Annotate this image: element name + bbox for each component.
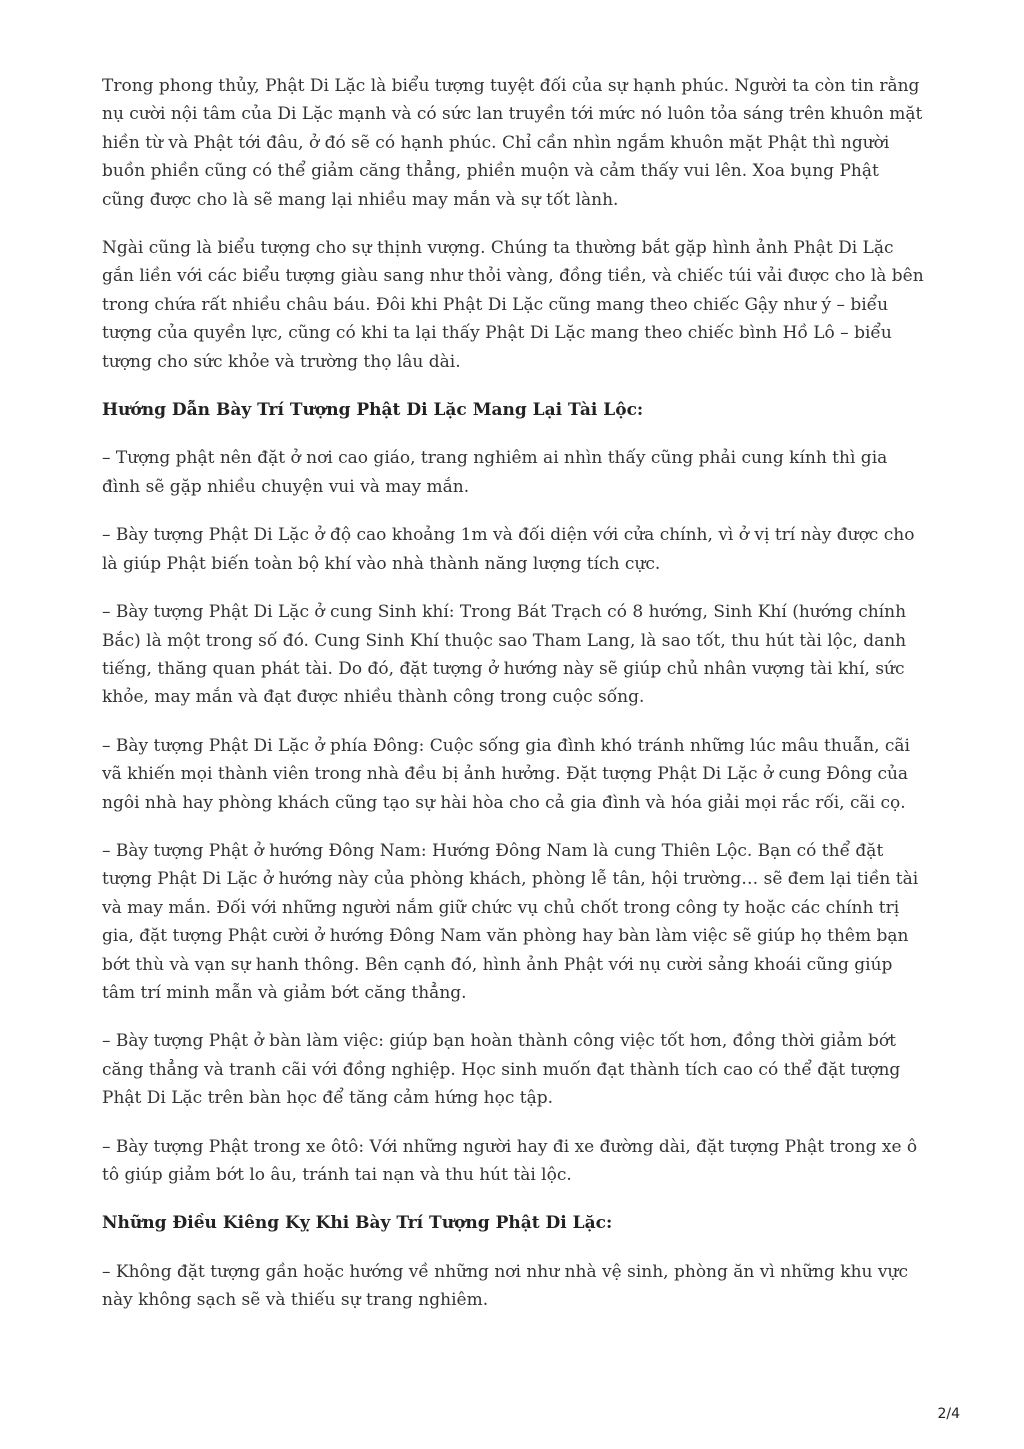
body-paragraph: – Bày tượng Phật Di Lặc ở độ cao khoảng 1m và đối diện với cửa chính, vì ở vị trí này được cho là giúp Phật biến toàn bộ khí vào nhà thành năng lượng tích cực.	[102, 525, 915, 574]
body-paragraph: Trong phong thủy, Phật Di Lặc là biểu tượng tuyệt đối của sự hạnh phúc. Người ta còn tin rằng nụ cười nội tâm của Di Lặc mạnh và có sức lan truyền tới mức nó luôn tỏa sáng trên khuôn mặt hiền từ và Phật tới đâu, ở đó sẽ có hạnh phúc. Chỉ cần nhìn ngắm khuôn mặt Phật thì người buồn phiền cũng có thể giảm căng thẳng, phiền muộn và cảm thấy vui lên. Xoa bụng Phật cũng được cho là sẽ mang lại nhiều may mắn và sự tốt lành.	[102, 76, 923, 210]
section-heading: Những Điều Kiêng Kỵ Khi Bày Trí Tượng Phật Di Lặc:	[102, 1213, 613, 1234]
section-heading: Hướng Dẫn Bày Trí Tượng Phật Di Lặc Mang Lại Tài Lộc:	[102, 400, 644, 421]
page-number: 2/4	[937, 1406, 960, 1422]
body-paragraph: – Tượng phật nên đặt ở nơi cao giáo, trang nghiêm ai nhìn thấy cũng phải cung kính thì gia đình sẽ gặp nhiều chuyện vui và may mắn.	[102, 448, 888, 497]
body-paragraph: – Bày tượng Phật ở hướng Đông Nam: Hướng Đông Nam là cung Thiên Lộc. Bạn có thể đặt tượng Phật Di Lặc ở hướng này của phòng khách, phòng lễ tân, hội trường… sẽ đem lại tiền tài và may mắn. Đối với những người nắm giữ chức vụ chủ chốt trong công ty hoặc các chính trị gia, đặt tượng Phật cười ở hướng Đông Nam văn phòng hay bàn làm việc sẽ giúp họ thêm bạn bớt thù và vạn sự hanh thông. Bên cạnh đó, hình ảnh Phật với nụ cười sảng khoái cũng giúp tâm trí minh mẫn và giảm bớt căng thẳng.	[102, 840, 919, 1003]
body-paragraph: – Bày tượng Phật ở bàn làm việc: giúp bạn hoàn thành công việc tốt hơn, đồng thời giảm bớt căng thẳng và tranh cãi với đồng nghiệp. Học sinh muốn đạt thành tích cao có thể đặt tượng Phật Di Lặc trên bàn học để tăng cảm hứng học tập.	[102, 1031, 901, 1109]
body-paragraph: – Không đặt tượng gần hoặc hướng về những nơi như nhà vệ sinh, phòng ăn vì những khu vực này không sạch sẽ và thiếu sự trang nghiêm.	[102, 1261, 908, 1311]
body-paragraph: – Bày tượng Phật Di Lặc ở cung Sinh khí: Trong Bát Trạch có 8 hướng, Sinh Khí (hướng chính Bắc) là một trong số đó. Cung Sinh Khí thuộc sao Tham Lang, là sao tốt, thu hút tài lộc, danh tiếng, thăng quan phát tài. Do đó, đặt tượng ở hướng này sẽ giúp chủ nhân vượng tài khí, sức khỏe, may mắn và đạt được nhiều thành công trong cuộc sống.	[102, 602, 907, 708]
body-paragraph: – Bày tượng Phật trong xe ôtô: Với những người hay đi xe đường dài, đặt tượng Phật trong xe ô tô giúp giảm bớt lo âu, tránh tai nạn và thu hút tài lộc.	[102, 1136, 918, 1185]
body-paragraph: Ngài cũng là biểu tượng cho sự thịnh vượng. Chúng ta thường bắt gặp hình ảnh Phật Di Lặc gắn liền với các biểu tượng giàu sang như thỏi vàng, đồng tiền, và chiếc túi vải được cho là bên trong chứa rất nhiều châu báu. Đôi khi Phật Di Lặc cũng mang theo chiếc Gậy như ý – biểu tượng của quyền lực, cũng có khi ta lại thấy Phật Di Lặc mang theo chiếc bình Hồ Lô – biểu tượng cho sức khỏe và trường thọ lâu dài.	[102, 238, 924, 372]
document-page	[102, 72, 924, 1335]
body-paragraph: – Bày tượng Phật Di Lặc ở phía Đông: Cuộc sống gia đình khó tránh những lúc mâu thuẫn, cãi vã khiến mọi thành viên trong nhà đều bị ảnh hưởng. Đặt tượng Phật Di Lặc ở cung Đông của ngôi nhà hay phòng khách cũng tạo sự hài hòa cho cả gia đình và hóa giải mọi rắc rối, cãi cọ.	[102, 735, 910, 813]
